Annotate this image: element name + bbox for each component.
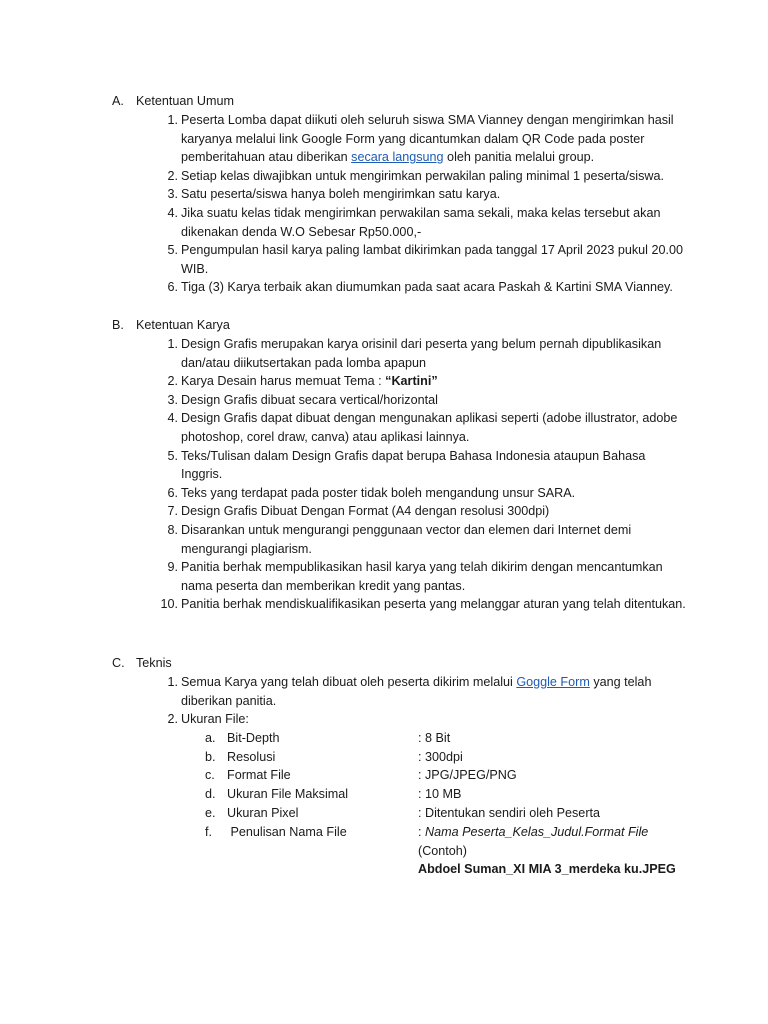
item-number: 1. xyxy=(167,113,178,127)
list-item xyxy=(112,204,687,241)
example-filename: Abdoel Suman_XI MIA 3_merdeka ku.JPEG xyxy=(418,862,676,877)
spec-letter: f. xyxy=(205,824,212,839)
spec-letter: e. xyxy=(205,805,216,820)
spec-value xyxy=(418,823,648,842)
item-text: Karya Desain harus memuat Tema : xyxy=(181,374,386,389)
spec-letter: b. xyxy=(205,749,216,764)
spec-letter: a. xyxy=(205,730,216,745)
item-number: 1. xyxy=(167,337,178,351)
spec-name: Format File xyxy=(227,768,291,783)
item-number: 2. xyxy=(167,374,178,389)
item-number: 8. xyxy=(167,522,178,537)
example-label: (Contoh) xyxy=(418,843,467,858)
item-number: 6. xyxy=(167,485,178,500)
section-heading xyxy=(112,316,712,335)
spec-name: Resolusi xyxy=(227,749,276,764)
list-item xyxy=(112,335,687,372)
item-number: 2. xyxy=(167,712,178,727)
spec-value-italic: Nama Peserta_Kelas_Judul.Format File xyxy=(425,824,649,839)
spec-value: : Ditentukan sendiri oleh Peserta xyxy=(418,805,601,820)
list-item xyxy=(112,673,687,710)
list-item xyxy=(112,502,687,521)
item-text: Teks/Tulisan dalam Design Grafis dapat berupa Bahasa Indonesia ataupun Bahasa Inggris. xyxy=(181,448,646,482)
item-text: Panitia berhak mempublikasikan hasil karya yang telah dikirim dengan mencantumkan nama peserta dan memberikan kredit yang pantas. xyxy=(181,560,663,593)
spec-row xyxy=(112,785,712,804)
item-text: Teks yang terdapat pada poster tidak boleh mengandung unsur SARA. xyxy=(181,485,576,500)
item-number: 1. xyxy=(167,675,178,689)
item-number: 5. xyxy=(167,243,178,258)
item-text: Design Grafis dibuat secara vertical/horizontal xyxy=(181,392,438,407)
example-value-row xyxy=(112,860,712,879)
section-heading xyxy=(112,92,712,111)
spec-name: Penulisan Nama File xyxy=(227,824,347,839)
section-letter: B. xyxy=(112,318,124,332)
list-item xyxy=(112,595,687,614)
item-text: Pengumpulan hasil karya paling lambat dikirimkan pada tanggal 17 April 2023 pukul 20.00 WIB. xyxy=(181,243,683,276)
list-item xyxy=(112,372,687,391)
list-item xyxy=(112,185,687,204)
item-number: 5. xyxy=(167,448,178,463)
item-number: 4. xyxy=(167,205,178,220)
list-item xyxy=(112,241,687,278)
spec-name: Ukuran File Maksimal xyxy=(227,787,349,802)
spec-row xyxy=(112,748,712,767)
item-text-cont: yang telah diberikan panitia. xyxy=(181,675,652,708)
item-text: Semua Karya yang telah dibuat oleh peserta dikirim melalui xyxy=(181,675,517,689)
rules-list xyxy=(112,111,712,297)
google-form-link[interactable]: Goggle Form xyxy=(516,675,590,689)
theme-name: “Kartini” xyxy=(385,374,438,389)
list-item xyxy=(112,278,687,297)
item-text: Design Grafis Dibuat Dengan Format (A4 dengan resolusi 300dpi) xyxy=(181,504,550,519)
spec-row xyxy=(112,729,712,748)
list-item xyxy=(112,447,687,484)
item-number: 3. xyxy=(167,392,178,407)
section-title: Ketentuan Umum xyxy=(136,94,235,108)
item-text: Design Grafis merupakan karya orisinil dari peserta yang belum pernah dipublikasikan dan/atau diikutsertakan pada lomba apapun xyxy=(181,337,662,370)
spec-letter: d. xyxy=(205,787,216,802)
item-text: Panitia berhak mendiskualifikasikan peserta yang melanggar aturan yang telah ditentukan. xyxy=(181,597,686,612)
item-number: 2. xyxy=(167,168,178,183)
file-spec-list xyxy=(112,729,712,842)
section-letter: A. xyxy=(112,94,124,108)
section-heading xyxy=(112,654,712,673)
spec-name: Bit-Depth xyxy=(227,730,280,745)
section-teknis xyxy=(112,654,712,879)
item-text: Disarankan untuk mengurangi penggunaan vector dan elemen dari Internet demi mengurangi plagiarism. xyxy=(181,522,632,556)
spec-value: : 300dpi xyxy=(418,749,463,764)
item-number: 10. xyxy=(160,597,178,612)
item-text: Peserta Lomba dapat diikuti oleh seluruh siswa SMA Vianney dengan mengirimkan hasil karyanya melalui link Google Form yang dicantumkan dalam QR Code pada poster pemberitahuan atau diberikan xyxy=(181,113,674,165)
list-item xyxy=(112,391,687,410)
item-text-cont: oleh panitia melalui group. xyxy=(443,150,595,165)
section-title: Teknis xyxy=(136,656,172,670)
list-item xyxy=(112,409,687,446)
item-text: Setiap kelas diwajibkan untuk mengirimkan perwakilan paling minimal 1 peserta/siswa. xyxy=(181,168,664,183)
spec-value: : JPG/JPEG/PNG xyxy=(418,768,517,783)
list-item xyxy=(112,521,687,558)
item-number: 7. xyxy=(167,504,178,519)
list-item xyxy=(112,710,687,729)
section-ketentuan-karya xyxy=(112,316,712,614)
list-item xyxy=(112,111,687,167)
item-number: 6. xyxy=(167,280,178,295)
spec-name: Ukuran Pixel xyxy=(227,805,299,820)
item-number: 3. xyxy=(167,187,178,202)
spec-letter: c. xyxy=(205,768,215,783)
example-label-row xyxy=(112,842,712,861)
item-text: Jika suatu kelas tidak mengirimkan perwakilan sama sekali, maka kelas tersebut akan dikenakan denda W.O Sebesar Rp50.000,- xyxy=(181,205,661,239)
section-ketentuan-umum xyxy=(112,92,712,297)
rules-list xyxy=(112,673,712,729)
list-item xyxy=(112,558,687,595)
item-number: 4. xyxy=(167,411,178,426)
list-item xyxy=(112,167,687,186)
section-title: Ketentuan Karya xyxy=(136,318,230,332)
spec-value-prefix: : xyxy=(418,824,425,839)
spec-row xyxy=(112,823,712,842)
item-text: Tiga (3) Karya terbaik akan diumumkan pada saat acara Paskah & Kartini SMA Vianney. xyxy=(181,280,673,295)
list-item xyxy=(112,484,687,503)
spec-value: : 8 Bit xyxy=(418,730,451,745)
spec-value: : 10 MB xyxy=(418,787,462,802)
section-letter: C. xyxy=(112,656,125,670)
spec-row xyxy=(112,766,712,785)
item-text: Satu peserta/siswa hanya boleh mengirimkan satu karya. xyxy=(181,187,501,202)
item-text: Ukuran File: xyxy=(181,712,249,727)
rules-list xyxy=(112,335,712,614)
item-number: 9. xyxy=(167,560,178,575)
spec-row xyxy=(112,804,712,823)
secara-langsung-link[interactable]: secara langsung xyxy=(351,150,444,165)
item-text: Design Grafis dapat dibuat dengan mengunakan aplikasi seperti (adobe illustrator, adobe photoshop, corel draw, canva) atau aplikasi lainnya. xyxy=(181,411,678,444)
